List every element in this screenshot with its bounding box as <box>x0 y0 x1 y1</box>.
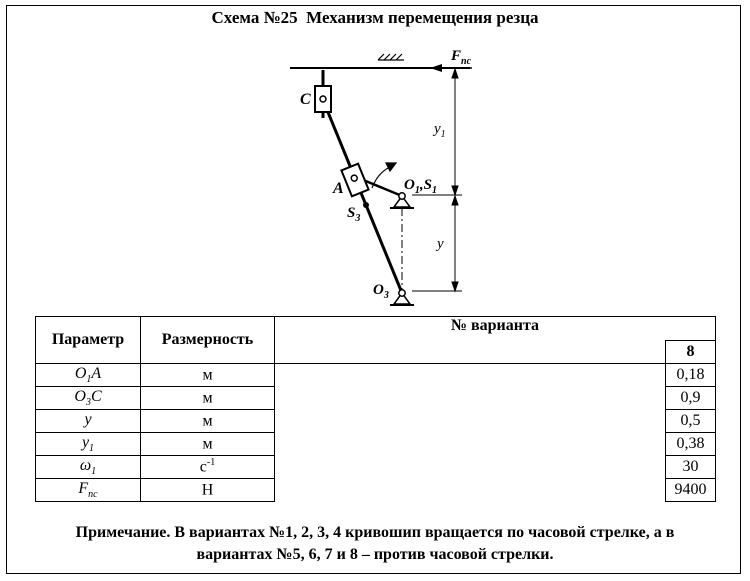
param-cell: y <box>36 410 141 433</box>
page-title: Схема №25 Механизм перемещения резца <box>211 8 539 27</box>
value-cell: 0,9 <box>666 387 716 410</box>
parameters-table <box>35 316 716 502</box>
rail-hatching <box>378 54 404 60</box>
table-row <box>36 479 716 502</box>
slider-a <box>341 164 368 197</box>
table-row <box>36 410 716 433</box>
slider-c <box>315 70 331 118</box>
table-row <box>36 433 716 456</box>
variant-number: 8 <box>666 340 716 364</box>
value-cell: 9400 <box>666 479 716 502</box>
param-cell: $O_3C$ <box>36 387 141 410</box>
unit-cell: м <box>141 410 275 433</box>
o1s1-label: $O_1,S_1$ <box>404 177 437 196</box>
o3-label: $O_3$ <box>373 282 389 301</box>
value-cell: 30 <box>666 456 716 479</box>
unit-cell: м <box>141 433 275 456</box>
param-cell: $\omega_1$ <box>36 456 141 479</box>
dim-y1-label: $y_1$ <box>434 121 446 140</box>
param-cell: $F_{пс}$ <box>36 479 141 502</box>
header-param: Параметр <box>36 317 141 364</box>
unit-cell: м <box>141 387 275 410</box>
note-line-2: вариантах №5, 6, 7 и 8 – против часовой стрелки. <box>196 546 554 563</box>
note <box>10 522 740 566</box>
support-o3 <box>390 290 414 305</box>
table-row <box>36 364 716 387</box>
param-cell: $O_1A$ <box>36 364 141 387</box>
value-cell: 0,38 <box>666 433 716 456</box>
table-row <box>36 387 716 410</box>
unit-cell: м <box>141 364 275 387</box>
point-c-label: C <box>300 91 311 108</box>
dim-y-label: y <box>437 236 444 252</box>
header-variant: № варианта <box>275 317 666 364</box>
table-header-row <box>36 317 716 341</box>
note-line-1: Примечание. В вариантах №1, 2, 3, 4 кривошип вращается по часовой стрелке, а в <box>75 524 675 541</box>
point-a-label: A <box>333 180 344 197</box>
value-cell: 0,18 <box>666 364 716 387</box>
table-row <box>36 456 716 479</box>
header-unit: Размерность <box>141 317 275 364</box>
unit-cell: $с^{-1}$ <box>141 456 275 479</box>
param-cell: $y_1$ <box>36 433 141 456</box>
value-cell: 0,5 <box>666 410 716 433</box>
s3-point <box>363 202 369 208</box>
unit-cell: Н <box>141 479 275 502</box>
s3-label: $S_3$ <box>347 205 361 224</box>
force-label: $F_{пс}$ <box>451 48 472 67</box>
